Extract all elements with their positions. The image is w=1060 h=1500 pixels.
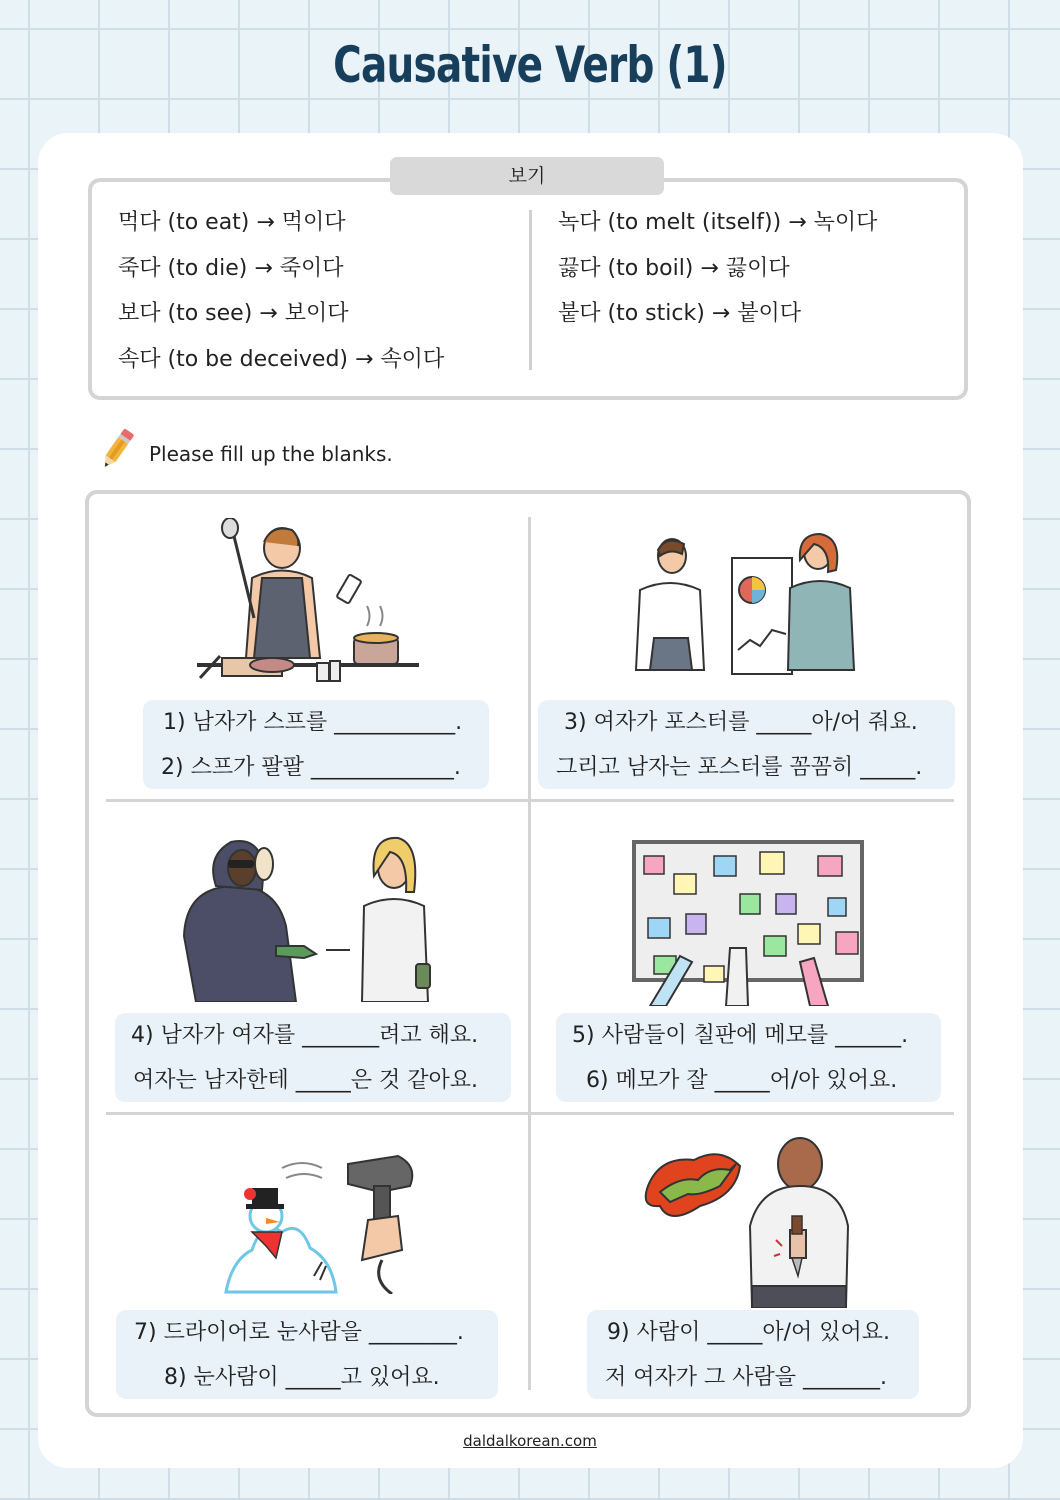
question-9-followup: 저 여자가 그 사람을 _______.	[605, 1365, 887, 1390]
page-title: Causative Verb (1)	[333, 36, 727, 94]
question-3: 3) 여자가 포스터를 _____아/어 줘요.	[564, 710, 918, 735]
example-item: 속다 (to be deceived) → 속이다	[118, 346, 445, 372]
question-7: 7) 드라이어로 눈사람을 ________.	[134, 1320, 464, 1345]
grid-divider-horizontal	[106, 1112, 954, 1115]
knife-woman-illustration	[640, 1136, 856, 1308]
example-column-right	[558, 206, 877, 343]
question-1: 1) 남자가 스프를 ___________.	[163, 710, 463, 735]
example-column-left	[118, 206, 444, 388]
example-tab-label: 보기	[390, 157, 664, 195]
example-item: 끓다 (to boil) → 끓이다	[558, 255, 790, 281]
example-divider	[529, 210, 532, 370]
example-item: 붙다 (to stick) → 붙이다	[558, 301, 801, 326]
question-bubble-1	[143, 700, 489, 789]
poster-people-illustration	[630, 530, 862, 675]
instruction-text: Please fill up the blanks.	[149, 442, 393, 466]
question-4-followup: 여자는 남자한테 _____은 것 같아요.	[133, 1068, 478, 1093]
grid-divider-horizontal	[106, 799, 954, 802]
pencil-icon	[96, 424, 140, 472]
example-item: 보다 (to see) → 보이다	[118, 301, 349, 326]
snowman-dryer-illustration	[222, 1150, 418, 1294]
question-4: 4) 남자가 여자를 _______려고 해요.	[131, 1023, 479, 1048]
question-bubble-2	[538, 700, 955, 789]
question-bubble-3	[115, 1013, 511, 1102]
question-bubble-6	[587, 1310, 919, 1399]
memo-board-illustration	[630, 838, 866, 1006]
question-bubble-5	[116, 1310, 498, 1399]
question-3-followup: 그리고 남자는 포스터를 꼼꼼히 _____.	[556, 755, 923, 780]
cooking-man-illustration	[192, 518, 424, 693]
question-9: 9) 사람이 _____아/어 있어요.	[607, 1320, 890, 1345]
question-8: 8) 눈사람이 _____고 있어요.	[164, 1365, 440, 1390]
thief-woman-illustration	[176, 826, 438, 1002]
question-bubble-4	[556, 1013, 941, 1102]
example-item: 먹다 (to eat) → 먹이다	[118, 210, 346, 235]
footer-link[interactable]: daldalkorean.com	[463, 1432, 597, 1450]
grid-divider-vertical	[528, 517, 531, 1390]
example-item: 죽다 (to die) → 죽이다	[118, 255, 344, 281]
question-2: 2) 스프가 팔팔 _____________.	[161, 755, 461, 780]
question-5: 5) 사람들이 칠판에 메모를 ______.	[572, 1023, 909, 1048]
question-6: 6) 메모가 잘 _____어/아 있어요.	[586, 1068, 898, 1093]
example-item: 녹다 (to melt (itself)) → 녹이다	[558, 210, 878, 235]
